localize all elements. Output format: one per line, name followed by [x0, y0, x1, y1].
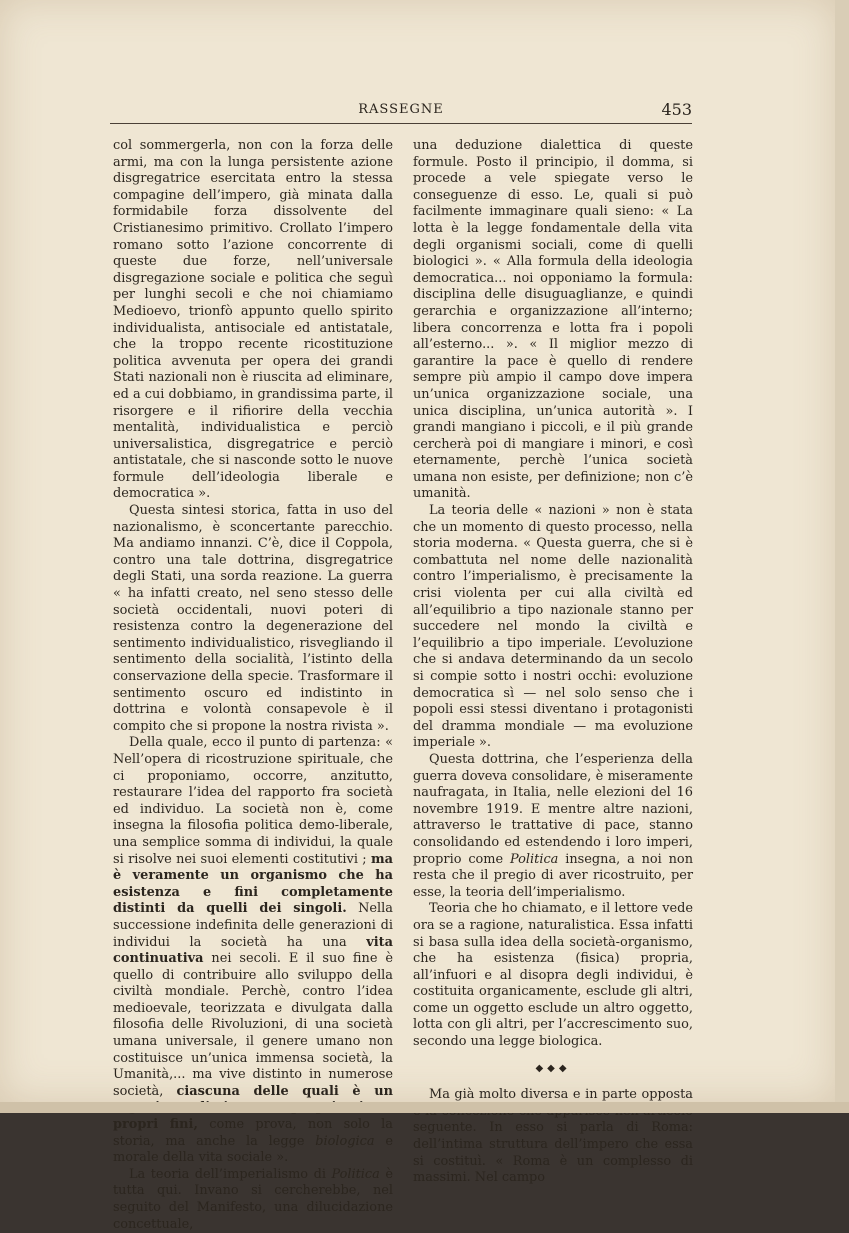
paragraph-text: Ma già molto diversa e in parte opposta è la concezione che apparisce nell’articolo seguente. In esso si parla di Roma: dell’intima struttura dell’impero che essa si costituì. « Roma è un complesso di massimi. Nel campo — [413, 1087, 693, 1185]
paragraph-text: Questa dottrina, che l’esperienza della guerra doveva consolidare, è miseramente naufragata, in Italia, nelle elezioni del 16 novembre 1919. E mentre altre nazioni, attraverso le trattative di pace, stanno consolidando ed estendendo i loro imperi, proprio come — [413, 752, 693, 867]
italic-text: biologica — [315, 1134, 374, 1149]
paragraph-text: La teoria delle « nazioni » non è stata che un momento di questo processo, nella storia moderna. « Questa guerra, che si è combattuta nel nome delle nazionalità contro l’imperialismo, è precisamente la crisi violenta per cui alla civiltà ed all’equilibrio a tipo nazionale stanno per succedere nel mondo la civiltà e l’equilibrio a tipo imperiale. L’evoluzione che si andava determinando da un secolo si compie sotto i nostri occhi: evoluzione democratica sì — nel solo senso che i popoli essi stessi diventano i protagonisti del dramma mondiale — ma evoluzione imperiale ». — [413, 503, 693, 750]
paragraph-text: Teoria che ho chiamato, e il lettore vede ora se a ragione, naturalistica. Essa infatti si basa sulla idea della società-organismo, che ha esistenza (fisica) propria, all’infuori e al disopra degli individui, è costituita organicamente, esclude gli altri, come un oggetto esclude un altro oggetto, lotta con gli altri, per l’accrescimento suo, secondo una legge biologica. — [413, 901, 693, 1049]
bold-text: ciascuna delle quali è un organismo distinto con propria vita e propri fini, — [113, 1084, 393, 1132]
italic-text: Politica — [510, 852, 558, 867]
paragraph-text: e morale della vita sociale ». — [113, 1134, 393, 1166]
paragraph-text: Nella successione indefinita delle generazioni di individui la società ha una — [113, 901, 393, 949]
italic-text: Politica — [331, 1167, 379, 1182]
page-bottom-edge — [0, 1102, 849, 1113]
paragraph-text: col sommergerla, non con la forza delle armi, ma con la lunga persistente azione disgregatrice esercitata entro la stessa compagine dell’impero, già minata dalla formidabile forza dissolvente del Cristianesimo primitivo. Crollato l’impero romano sotto l’azione concorrente di queste due forze, nell’universale disgregazione sociale e politica che seguì per lunghi secoli e che noi chiamiamo Medioevo, trionfò appunto quello spirito individualista, antisociale ed antistatale, che la troppo recente ricostituzione politica avvenuta per opera dei grandi Stati nazionali non è riuscita ad eliminare, ed a cui dobbiamo, in grandissima parte, il risorgere e il rifiorire della vecchia mentalità, individualistica e perciò universalistica, disgregatrice e perciò antistatale, che si nasconde sotto le nuove formule dell’ideologia liberale e democratica ». — [113, 138, 393, 501]
paragraph-text: è tutta qui. Invano si cercherebbe, nel seguito del Manifesto, una dilucidazione — [113, 1167, 393, 1232]
section-ornament: ◆◆◆ — [413, 1061, 693, 1078]
header-rule — [110, 123, 692, 124]
paragraph — [113, 1167, 393, 1233]
paragraph-text: nei secoli. E il suo fine è quello di contribuire allo sviluppo della civiltà mondiale. Perchè, contro l’idea medioevale, teorizzata e divulgata dalla filosofia delle Rivoluzioni, di una società umana universale, il genere umano non costituisce un’unica immensa società, la Umanità,... ma vive distinto in numerose società, — [113, 951, 393, 1099]
page-edge — [835, 0, 849, 1113]
paragraph-text: Della quale, ecco il punto di partenza: « Nell’opera di ricostruzione spirituale, che ci proponiamo, occorre, anzitutto, restaurare l’idea del rapporto fra società ed individuo. La società non è, come insegna la filosofia politica demo-liberale, una semplice somma di individui, la quale si risolve nei suoi elementi costitutivi ; — [113, 735, 393, 866]
page-number: 453 — [661, 100, 692, 119]
right-column — [413, 138, 693, 1187]
paragraph-text: La teoria dell’imperialismo di — [129, 1167, 331, 1182]
paragraph — [413, 901, 693, 1050]
paragraph — [413, 752, 693, 901]
paragraph — [413, 138, 693, 503]
bold-text: ma è veramente un organismo che ha esistenza e fini completamente distinti da quelli dei singoli. — [113, 852, 393, 917]
paragraph-text: Questa sintesi storica, fatta in uso del nazionalismo, è sconcertante parecchio. Ma andiamo innanzi. C’è, dice il Coppola, contro una tale dottrina, disgregatrice degli Stati, una sorda reazione. La guerra « ha infatti creato, nel seno stesso delle società occidentali, nuovi poteri di resistenza contro la degenerazione del sentimento individualistico, risvegliando il sentimento della socialità, l’istinto della conservazione della specie. Trasformare il sentimento oscuro ed indistinto in dottrina e volontà consapevole è il compito che si propone la nostra rivista ». — [113, 503, 393, 734]
paragraph-text: insegna, a noi non resta che il pregio di aver ricostruito, per esse, la teoria dell’imperialismo. — [413, 852, 693, 900]
paragraph-text: una deduzione dialettica di queste formule. Posto il principio, il domma, si procede a vele spiegate verso le conseguenze di esso. Le, quali si può facilmente immaginare quali sieno: « La lotta è la legge fondamentale della vita degli organismi sociali, come di quelli biologici ». « Alla formula della ideologia democratica... noi opponiamo la formula: disciplina delle disuguaglianze, e quindi gerarchia e organizzazione all’interno; libera concorrenza e lotta fra i popoli all’esterno... ». « Il miglior mezzo di garantire la pace è quello di rendere sempre più ampio il campo dove impera un’unica organizzazione sociale, una unica disciplina, un’unica autorità ». I grandi mangiano i piccoli, e il più grande cercherà poi di mangiare i minori, e così eternamente, perchè l’unica società umana non esiste, per definizione; non c’è umanità. — [413, 138, 693, 501]
running-head-title: RASSEGNE — [110, 102, 692, 117]
bold-text: vita continuativa — [113, 935, 393, 967]
paragraph-text: come prova, non solo la storia, ma anche la legge — [113, 1117, 393, 1149]
left-column — [113, 138, 393, 1233]
paragraph — [113, 138, 393, 503]
paragraph — [113, 503, 393, 735]
running-head — [110, 100, 692, 122]
paragraph — [413, 503, 693, 752]
